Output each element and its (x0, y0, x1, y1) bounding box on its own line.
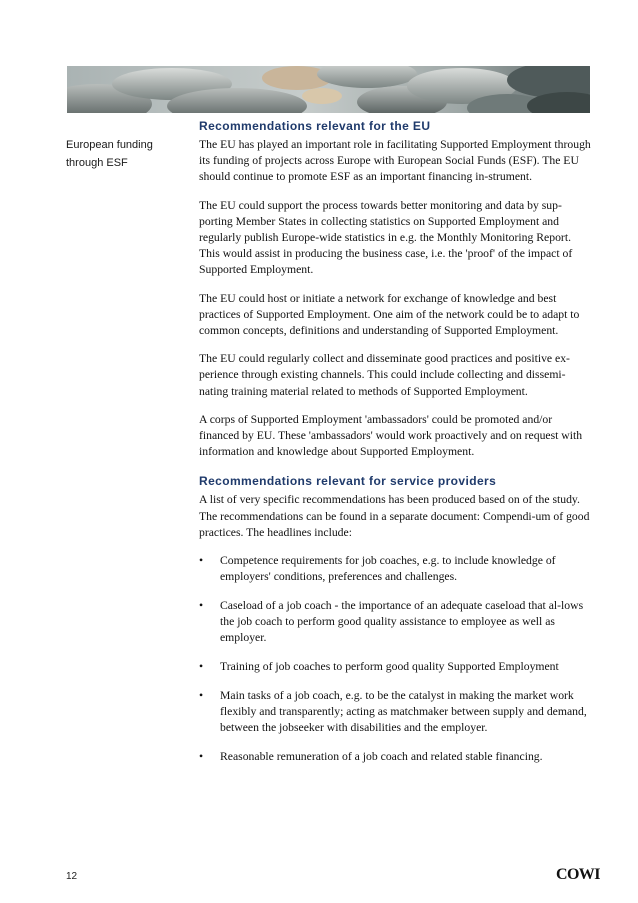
paragraph: The EU could host or initiate a network for exchange of knowledge and best practices of Supported Employment. One aim of the network could be to adapt to common concepts, definitions and understanding of Supported Employment. (199, 291, 580, 338)
section-heading-service-providers: Recommendations relevant for service providers (199, 474, 497, 489)
paragraph: The EU could regularly collect and disseminate good practices and positive ex-perience through existing channels. This could include collecting and dissemi-nating training material related to methods of Supported Employment. (199, 352, 570, 398)
paragraph: The EU could support the process towards better monitoring and data by sup-porting Member States in collecting statistics on Supported Employment and regularly publish Europe-wide statistics in e.g. the Monthly Monitoring Report. This would assist in producing the business case, i.e. the 'proof' of the impact of Supported Employment. (199, 198, 573, 277)
section-heading-eu: Recommendations relevant for the EU (199, 119, 431, 133)
list-item-text: Caseload of a job coach - the importance of an adequate caseload that al-lows the job coach to perform good quality assistance to employee as well as employer. (220, 598, 584, 645)
bullet-icon: • (199, 688, 204, 702)
list-item-text: Main tasks of a job coach, e.g. to be the catalyst in making the market work flexibly and transparently; acting as matchmaker between supply and demand, between the jobseeker with disabilities and the employer. (220, 688, 587, 735)
paragraph: A list of very specific recommendations has been produced based on of the study. The recommendations can be found in a separate document: Compendi-um of good practices. The headlines include: (199, 493, 590, 539)
list-item (199, 553, 592, 585)
list-item (199, 598, 592, 647)
bullet-icon: • (199, 554, 204, 568)
company-logo: COWI (556, 866, 600, 883)
list-item (199, 688, 592, 737)
list-item-text: Training of job coaches to perform good quality Supported Employment (220, 660, 559, 674)
bullet-icon: • (199, 660, 204, 674)
bullet-icon: • (199, 598, 204, 612)
main-content (199, 117, 592, 778)
paragraph: A corps of Supported Employment 'ambassadors' could be promoted and/or financed by EU. These 'ambassadors' would work proactively and on request with information and knowledge about Supported Employment. (199, 412, 583, 459)
bullet-icon: • (199, 749, 204, 763)
list-item-text: Reasonable remuneration of a job coach and related stable financing. (220, 749, 543, 763)
stones-photo (67, 66, 590, 113)
list-item (199, 659, 592, 675)
sidebar-note: European funding through ESF (66, 139, 153, 169)
page-number: 12 (66, 871, 78, 882)
list-item (199, 749, 592, 765)
list-item-text: Competence requirements for job coaches, e.g. to include knowledge of employers' conditions, preferences and challenges. (220, 554, 556, 584)
recommendation-list (199, 553, 592, 765)
header-banner-image (67, 66, 590, 113)
paragraph: The EU has played an important role in facilitating Supported Employment through its funding of projects across Europe with European Social Funds (ESF). The EU should continue to promote ESF as an important financing in-strument. (199, 138, 591, 184)
